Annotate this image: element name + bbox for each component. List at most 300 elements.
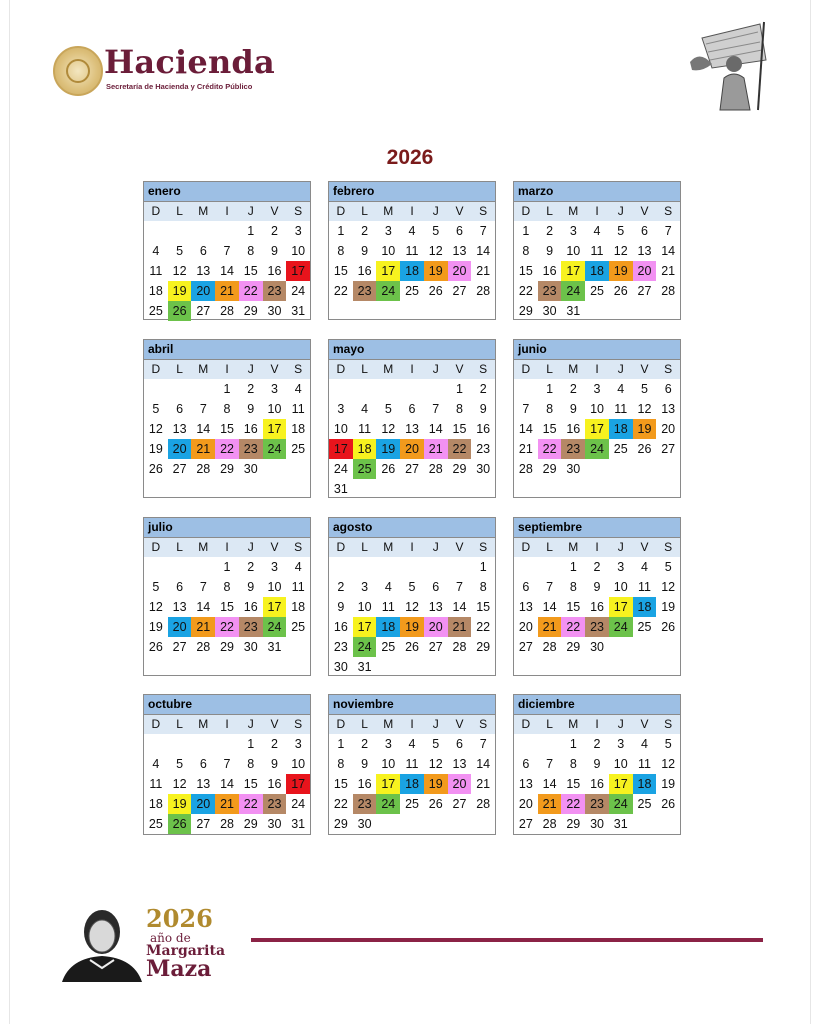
- day-cell: 25: [405, 284, 419, 298]
- day-cell-highlighted: 17: [263, 597, 287, 617]
- weekday-label: M: [568, 362, 579, 376]
- day-cell: 6: [664, 382, 672, 396]
- week-row: [329, 617, 495, 637]
- day-cell: 3: [270, 382, 278, 396]
- day-cell-highlighted: 23: [561, 439, 585, 459]
- weekday-label: L: [546, 540, 553, 554]
- week-row: [514, 557, 680, 577]
- flag-bearer-illustration: [682, 20, 774, 112]
- weekday-label: L: [546, 717, 553, 731]
- month-septiembre: [513, 517, 681, 676]
- day-cell: 8: [569, 757, 577, 771]
- day-cell: 10: [566, 244, 581, 258]
- week-row: [514, 814, 680, 834]
- day-cell: 19: [661, 600, 676, 614]
- empty-day-cell: [424, 479, 448, 499]
- day-cell: 22: [518, 284, 533, 298]
- day-cell: 10: [590, 402, 604, 416]
- week-row: [144, 774, 310, 794]
- day-cell: 11: [405, 244, 419, 258]
- day-cell: 16: [333, 620, 348, 634]
- day-cell: 31: [291, 304, 306, 318]
- day-cell: 20: [661, 422, 676, 436]
- day-cell-highlighted: 17: [286, 261, 310, 281]
- week-row: [329, 439, 495, 459]
- weekday-label: D: [151, 362, 161, 376]
- empty-day-cell: [538, 734, 562, 754]
- day-cell-highlighted: 26: [168, 814, 192, 834]
- day-cell-highlighted: 19: [168, 794, 192, 814]
- day-cell: 27: [428, 640, 443, 654]
- week-row: [514, 774, 680, 794]
- day-cell: 25: [291, 442, 306, 456]
- weekday-label: V: [455, 540, 464, 554]
- week-row: [144, 379, 310, 399]
- day-cell: 3: [384, 224, 392, 238]
- day-cell: 10: [357, 600, 372, 614]
- day-cell-highlighted: 18: [400, 261, 424, 281]
- week-row: [329, 734, 495, 754]
- day-cell: 16: [267, 777, 282, 791]
- week-row: [329, 459, 495, 479]
- day-cell: 16: [243, 600, 258, 614]
- week-row: [329, 754, 495, 774]
- day-cell: 25: [637, 797, 652, 811]
- day-cell: 28: [542, 817, 557, 831]
- weekday-label: S: [664, 540, 673, 554]
- day-cell: 30: [476, 462, 491, 476]
- week-row: [144, 637, 310, 657]
- day-cell-highlighted: 23: [538, 281, 562, 301]
- empty-day-cell: [329, 557, 353, 577]
- empty-day-cell: [168, 734, 192, 754]
- day-cell: 29: [518, 304, 533, 318]
- day-cell: 29: [220, 462, 234, 476]
- day-cell: 30: [243, 462, 258, 476]
- week-row: [144, 597, 310, 617]
- footer-year-of-label: año de: [150, 931, 191, 945]
- day-cell-highlighted: 24: [376, 794, 400, 814]
- day-cell: 12: [172, 777, 187, 791]
- day-cell: 2: [361, 737, 369, 751]
- day-cell: 25: [590, 284, 604, 298]
- day-cell: 5: [664, 560, 672, 574]
- day-cell: 12: [613, 244, 628, 258]
- day-cell: 5: [408, 580, 416, 594]
- week-row: [144, 261, 310, 281]
- empty-day-cell: [448, 657, 472, 677]
- day-cell: 27: [452, 284, 467, 298]
- day-cell: 3: [294, 737, 302, 751]
- week-row: [329, 479, 495, 499]
- day-cell: 7: [664, 224, 672, 238]
- day-cell: 6: [176, 580, 184, 594]
- week-row: [329, 577, 495, 597]
- day-cell: 27: [518, 817, 533, 831]
- day-cell-highlighted: 22: [239, 281, 263, 301]
- day-cell: 22: [476, 620, 491, 634]
- day-cell: 28: [661, 284, 676, 298]
- weekday-label: J: [247, 540, 254, 554]
- weekday-label: D: [336, 540, 346, 554]
- week-row: [144, 241, 310, 261]
- month-octubre: [143, 694, 311, 835]
- empty-day-cell: [424, 657, 448, 677]
- day-cell: 30: [267, 817, 282, 831]
- weekday-label: S: [664, 362, 673, 376]
- week-row: [144, 301, 310, 321]
- day-cell: 29: [220, 640, 234, 654]
- weekday-label: L: [361, 540, 368, 554]
- day-cell: 10: [381, 244, 396, 258]
- day-cell: 2: [479, 382, 487, 396]
- day-cell: 26: [381, 462, 396, 476]
- weekday-label: D: [521, 204, 531, 218]
- empty-day-cell: [168, 221, 192, 241]
- weekday-label: S: [294, 717, 303, 731]
- day-cell: 26: [428, 284, 443, 298]
- weekday-label: L: [176, 717, 183, 731]
- day-cell: 7: [546, 757, 554, 771]
- day-cell: 4: [593, 224, 601, 238]
- day-cell: 1: [522, 224, 530, 238]
- day-cell: 5: [640, 382, 648, 396]
- day-cell: 27: [452, 797, 467, 811]
- empty-day-cell: [448, 479, 472, 499]
- weekday-label: D: [336, 362, 346, 376]
- day-cell: 1: [337, 224, 345, 238]
- day-cell: 3: [294, 224, 302, 238]
- empty-day-cell: [329, 379, 353, 399]
- day-cell: 13: [661, 402, 676, 416]
- day-cell: 7: [199, 402, 207, 416]
- weekday-label: M: [198, 717, 209, 731]
- week-row: [144, 399, 310, 419]
- month-name: septiembre: [514, 518, 680, 538]
- empty-day-cell: [215, 221, 239, 241]
- month-febrero: [328, 181, 496, 320]
- week-row: [514, 221, 680, 241]
- day-cell-highlighted: 22: [561, 794, 585, 814]
- day-cell: 29: [566, 817, 581, 831]
- day-cell: 20: [518, 620, 533, 634]
- day-cell: 27: [196, 817, 211, 831]
- day-cell: 22: [333, 797, 348, 811]
- empty-day-cell: [376, 379, 400, 399]
- day-cell: 9: [546, 244, 554, 258]
- day-cell: 8: [569, 580, 577, 594]
- empty-day-cell: [656, 301, 680, 321]
- day-cell: 14: [661, 244, 676, 258]
- day-cell: 27: [405, 462, 419, 476]
- day-cell: 19: [148, 620, 163, 634]
- day-cell: 10: [267, 580, 282, 594]
- month-name: abril: [144, 340, 310, 360]
- day-cell: 7: [479, 737, 487, 751]
- day-cell-highlighted: 20: [191, 794, 215, 814]
- day-cell-highlighted: 18: [376, 617, 400, 637]
- day-cell-highlighted: 17: [609, 774, 633, 794]
- day-cell: 13: [172, 422, 187, 436]
- day-cell: 3: [270, 560, 278, 574]
- day-cell: 10: [613, 757, 628, 771]
- day-cell: 9: [337, 600, 345, 614]
- day-cell-highlighted: 22: [561, 617, 585, 637]
- week-row: [514, 419, 680, 439]
- day-cell: 11: [637, 580, 651, 594]
- day-cell: 14: [476, 757, 491, 771]
- day-cell: 27: [637, 284, 652, 298]
- weekday-label: S: [479, 717, 488, 731]
- week-row: [144, 617, 310, 637]
- day-cell: 14: [518, 422, 533, 436]
- day-cell: 5: [176, 244, 184, 258]
- month-name: julio: [144, 518, 310, 538]
- weekday-label: D: [336, 204, 346, 218]
- day-cell: 6: [522, 580, 530, 594]
- day-cell: 16: [566, 422, 581, 436]
- week-row: [144, 221, 310, 241]
- day-cell: 16: [243, 422, 258, 436]
- empty-day-cell: [424, 379, 448, 399]
- day-cell: 5: [152, 402, 160, 416]
- weekday-header-row: [329, 360, 495, 379]
- day-cell: 26: [637, 442, 652, 456]
- day-cell: 27: [661, 442, 676, 456]
- weekday-label: L: [546, 362, 553, 376]
- day-cell-highlighted: 20: [168, 439, 192, 459]
- weekday-label: V: [640, 540, 649, 554]
- day-cell: 2: [569, 382, 577, 396]
- day-cell-highlighted: 21: [215, 794, 239, 814]
- day-cell: 26: [428, 797, 443, 811]
- day-cell: 25: [148, 304, 163, 318]
- day-cell-highlighted: 21: [191, 439, 215, 459]
- weekday-label: J: [617, 540, 624, 554]
- day-cell: 4: [408, 224, 416, 238]
- weekday-header-row: [514, 360, 680, 379]
- day-cell: 14: [476, 244, 491, 258]
- empty-day-cell: [191, 734, 215, 754]
- week-row: [144, 459, 310, 479]
- day-cell-highlighted: 20: [168, 617, 192, 637]
- day-cell: 2: [361, 224, 369, 238]
- weekday-label: M: [568, 717, 579, 731]
- weekday-header-row: [329, 715, 495, 734]
- day-cell-highlighted: 19: [376, 439, 400, 459]
- weekday-label: L: [361, 362, 368, 376]
- weekday-label: D: [336, 717, 346, 731]
- weekday-label: S: [664, 204, 673, 218]
- month-noviembre: [328, 694, 496, 835]
- day-cell: 11: [405, 757, 419, 771]
- day-cell: 27: [172, 640, 187, 654]
- weekday-label: V: [270, 362, 279, 376]
- day-cell: 28: [196, 462, 211, 476]
- week-row: [514, 734, 680, 754]
- day-cell-highlighted: 23: [585, 794, 609, 814]
- weekday-label: L: [361, 204, 368, 218]
- weekday-header-row: [329, 538, 495, 557]
- day-cell: 11: [291, 402, 305, 416]
- national-seal-logo: [53, 46, 103, 96]
- empty-day-cell: [215, 734, 239, 754]
- day-cell: 2: [593, 560, 601, 574]
- months-grid: [143, 181, 681, 841]
- empty-day-cell: [353, 379, 377, 399]
- empty-day-cell: [168, 379, 192, 399]
- brand-name: Hacienda: [104, 43, 275, 81]
- day-cell: 1: [546, 382, 554, 396]
- day-cell: 8: [337, 757, 345, 771]
- month-name: mayo: [329, 340, 495, 360]
- month-abril: [143, 339, 311, 498]
- day-cell: 2: [337, 580, 345, 594]
- day-cell: 13: [196, 777, 211, 791]
- day-cell: 31: [267, 640, 282, 654]
- empty-day-cell: [353, 557, 377, 577]
- day-cell: 22: [333, 284, 348, 298]
- day-cell: 9: [361, 244, 369, 258]
- day-cell: 8: [522, 244, 530, 258]
- weekday-label: J: [617, 362, 624, 376]
- day-cell: 11: [149, 264, 163, 278]
- empty-day-cell: [424, 814, 448, 834]
- day-cell: 31: [291, 817, 306, 831]
- day-cell-highlighted: 17: [585, 419, 609, 439]
- day-cell: 25: [405, 797, 419, 811]
- day-cell: 12: [428, 244, 443, 258]
- day-cell: 26: [148, 640, 163, 654]
- day-cell: 2: [593, 737, 601, 751]
- day-cell: 30: [566, 462, 581, 476]
- day-cell: 1: [223, 560, 231, 574]
- day-cell: 7: [223, 244, 231, 258]
- month-name: febrero: [329, 182, 495, 202]
- empty-day-cell: [376, 479, 400, 499]
- day-cell: 28: [428, 462, 443, 476]
- day-cell: 25: [381, 640, 396, 654]
- day-cell: 8: [455, 402, 463, 416]
- day-cell: 4: [152, 757, 160, 771]
- day-cell-highlighted: 20: [424, 617, 448, 637]
- empty-day-cell: [263, 459, 287, 479]
- empty-day-cell: [400, 379, 424, 399]
- empty-day-cell: [144, 734, 168, 754]
- weekday-label: J: [432, 717, 439, 731]
- empty-day-cell: [538, 557, 562, 577]
- weekday-label: M: [568, 204, 579, 218]
- week-row: [329, 261, 495, 281]
- day-cell-highlighted: 22: [239, 794, 263, 814]
- day-cell-highlighted: 26: [168, 301, 192, 321]
- day-cell: 31: [333, 482, 348, 496]
- day-cell: 29: [243, 817, 258, 831]
- weekday-label: I: [410, 540, 414, 554]
- day-cell: 28: [542, 640, 557, 654]
- empty-day-cell: [286, 637, 310, 657]
- weekday-label: V: [455, 362, 464, 376]
- day-cell-highlighted: 24: [609, 617, 633, 637]
- week-row: [514, 459, 680, 479]
- week-row: [514, 577, 680, 597]
- week-row: [144, 577, 310, 597]
- day-cell-highlighted: 24: [609, 794, 633, 814]
- week-row: [329, 774, 495, 794]
- calendar-year-title: 2026: [386, 146, 434, 169]
- day-cell: 2: [546, 224, 554, 238]
- weekday-label: S: [294, 204, 303, 218]
- day-cell-highlighted: 17: [561, 261, 585, 281]
- day-cell-highlighted: 21: [191, 617, 215, 637]
- empty-day-cell: [656, 637, 680, 657]
- day-cell-highlighted: 18: [633, 774, 657, 794]
- day-cell: 12: [637, 402, 652, 416]
- day-cell: 25: [291, 620, 306, 634]
- day-cell-highlighted: 22: [215, 617, 239, 637]
- day-cell: 15: [452, 422, 467, 436]
- empty-day-cell: [471, 479, 495, 499]
- day-cell: 3: [593, 382, 601, 396]
- empty-day-cell: [609, 459, 633, 479]
- day-cell-highlighted: 21: [215, 281, 239, 301]
- week-row: [329, 557, 495, 577]
- day-cell: 21: [476, 264, 491, 278]
- day-cell-highlighted: 23: [585, 617, 609, 637]
- day-cell: 5: [664, 737, 672, 751]
- day-cell: 14: [542, 600, 557, 614]
- footer-divider-bar: [251, 938, 763, 942]
- weekday-label: M: [198, 540, 209, 554]
- day-cell-highlighted: 17: [286, 774, 310, 794]
- month-mayo: [328, 339, 496, 498]
- week-row: [329, 419, 495, 439]
- day-cell: 30: [590, 640, 604, 654]
- weekday-label: I: [225, 540, 229, 554]
- day-cell: 6: [408, 402, 416, 416]
- day-cell: 7: [223, 757, 231, 771]
- day-cell: 3: [384, 737, 392, 751]
- weekday-label: D: [521, 717, 531, 731]
- day-cell: 30: [333, 660, 348, 674]
- empty-day-cell: [191, 221, 215, 241]
- weekday-header-row: [144, 715, 310, 734]
- week-row: [144, 814, 310, 834]
- weekday-label: M: [383, 540, 394, 554]
- day-cell-highlighted: 21: [448, 617, 472, 637]
- day-cell: 15: [333, 264, 348, 278]
- day-cell: 4: [294, 560, 302, 574]
- empty-day-cell: [609, 301, 633, 321]
- week-row: [144, 754, 310, 774]
- day-cell-highlighted: 24: [376, 281, 400, 301]
- empty-day-cell: [191, 379, 215, 399]
- day-cell-highlighted: 19: [424, 774, 448, 794]
- weekday-label: V: [270, 717, 279, 731]
- day-cell: 18: [148, 797, 163, 811]
- week-row: [329, 597, 495, 617]
- day-cell: 12: [405, 600, 419, 614]
- day-cell: 15: [243, 777, 258, 791]
- day-cell: 11: [590, 244, 604, 258]
- day-cell: 3: [361, 580, 369, 594]
- day-cell: 12: [428, 757, 443, 771]
- month-julio: [143, 517, 311, 676]
- empty-day-cell: [471, 814, 495, 834]
- day-cell: 8: [223, 580, 231, 594]
- weekday-label: D: [151, 717, 161, 731]
- weekday-label: V: [640, 204, 649, 218]
